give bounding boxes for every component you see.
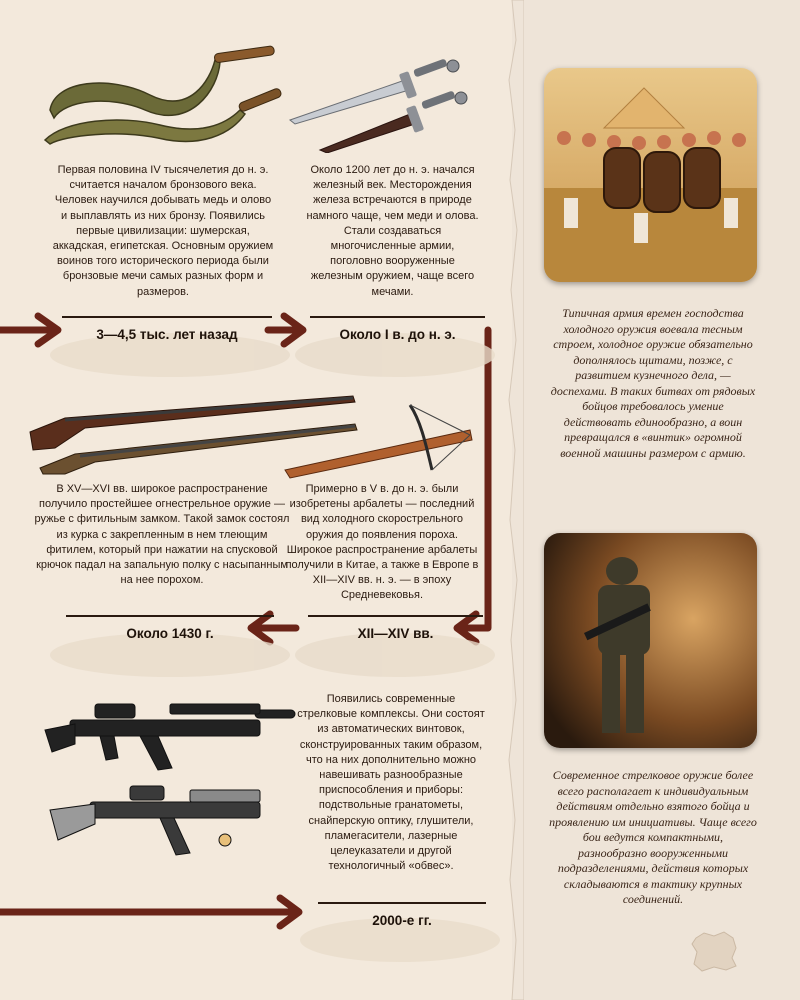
timeline-text-iron-age: Около 1200 лет до н. э. начался железный век. Месторождения железа встречаются в природе намного чаще, чем меди и олова. Стали создаваться многочисленные армии, поголовно вооруженные железным оружием, чаще всего мечами.	[306, 164, 479, 298]
sidebar-caption-army: Типичная армия времен господства холодного оружия воевала тесным строем, холодное оружие обязательно дополнялось щитами, позже, с развитием кузнечного дела, — доспехами. В таких битвах от рядовых бойцов требовалось умение действовать единообразно, а воин превращался в «винтик» огромной военной машины размером с армию.	[550, 306, 756, 460]
period-label-modern: 2000-е гг.	[318, 902, 486, 928]
timeline-text-crossbow: Примерно в V в. до н. э. были изобретены арбалеты — последний вид холодного скорострельного оружия до появления пороха. Широкое распространение арбалеты получили в Китае, а также в Европе в XII—XIV вв. н. э. — в эпоху Средневековья.	[285, 483, 479, 602]
khopesh-swords	[40, 40, 285, 150]
modern-rifles	[40, 690, 305, 870]
modern-soldier-photo	[544, 533, 757, 748]
page-number-badge	[690, 930, 738, 972]
torn-paper-edge	[500, 0, 524, 1000]
timeline-text-matchlock: В XV—XVI вв. широкое распространение получило простейшее огнестрельное оружие — ружье с фитильным замком. Такой замок состоял из курка с закрепленным в нем тлеющим фитилем, который при нажатии на спусковой крючок падал на запальную полку с насыпанным на нее порохом.	[34, 483, 290, 587]
egyptian-army-illustration	[544, 68, 757, 282]
gladius-swords	[285, 58, 470, 153]
period-label-bronze-age: 3—4,5 тыс. лет назад	[62, 316, 272, 342]
crossbow	[280, 400, 480, 480]
timeline-text-modern: Появились современные стрелковые комплексы. Они состоят из автоматических винтовок, сконструированных таким образом, что на них дополнительно можно навешивать разнообразные приспособления и приборы: подствольные гранатометы, снайперскую оптику, глушители, пламегасители, лазерные целеуказатели и другой технологичный «обвес».	[297, 693, 485, 873]
period-label-iron-age: Около I в. до н. э.	[310, 316, 485, 342]
sidebar-caption-modern: Современное стрелковое оружие более всего располагает к индивидуальным действиям отдельно взятого бойца и проявлению им инициативы. Чаще всего бои ведутся компактными, разнообразно вооруженными подразделениями, действия которых складываются в тактику крупных соединений.	[549, 768, 757, 906]
timeline-text-bronze-age: Первая половина IV тысячелетия до н. э. считается началом бронзового века. Человек научился добывать медь и олово и выплавлять из них бронзу. Появились первые цивилизации: шумерская, аккадская, египетская. Основным оружием воинов того исторического периода были бронзовые мечи самых разных форм и размеров.	[52, 164, 274, 298]
period-label-crossbow: XII—XIV вв.	[308, 615, 483, 641]
period-label-matchlock: Около 1430 г.	[66, 615, 274, 641]
